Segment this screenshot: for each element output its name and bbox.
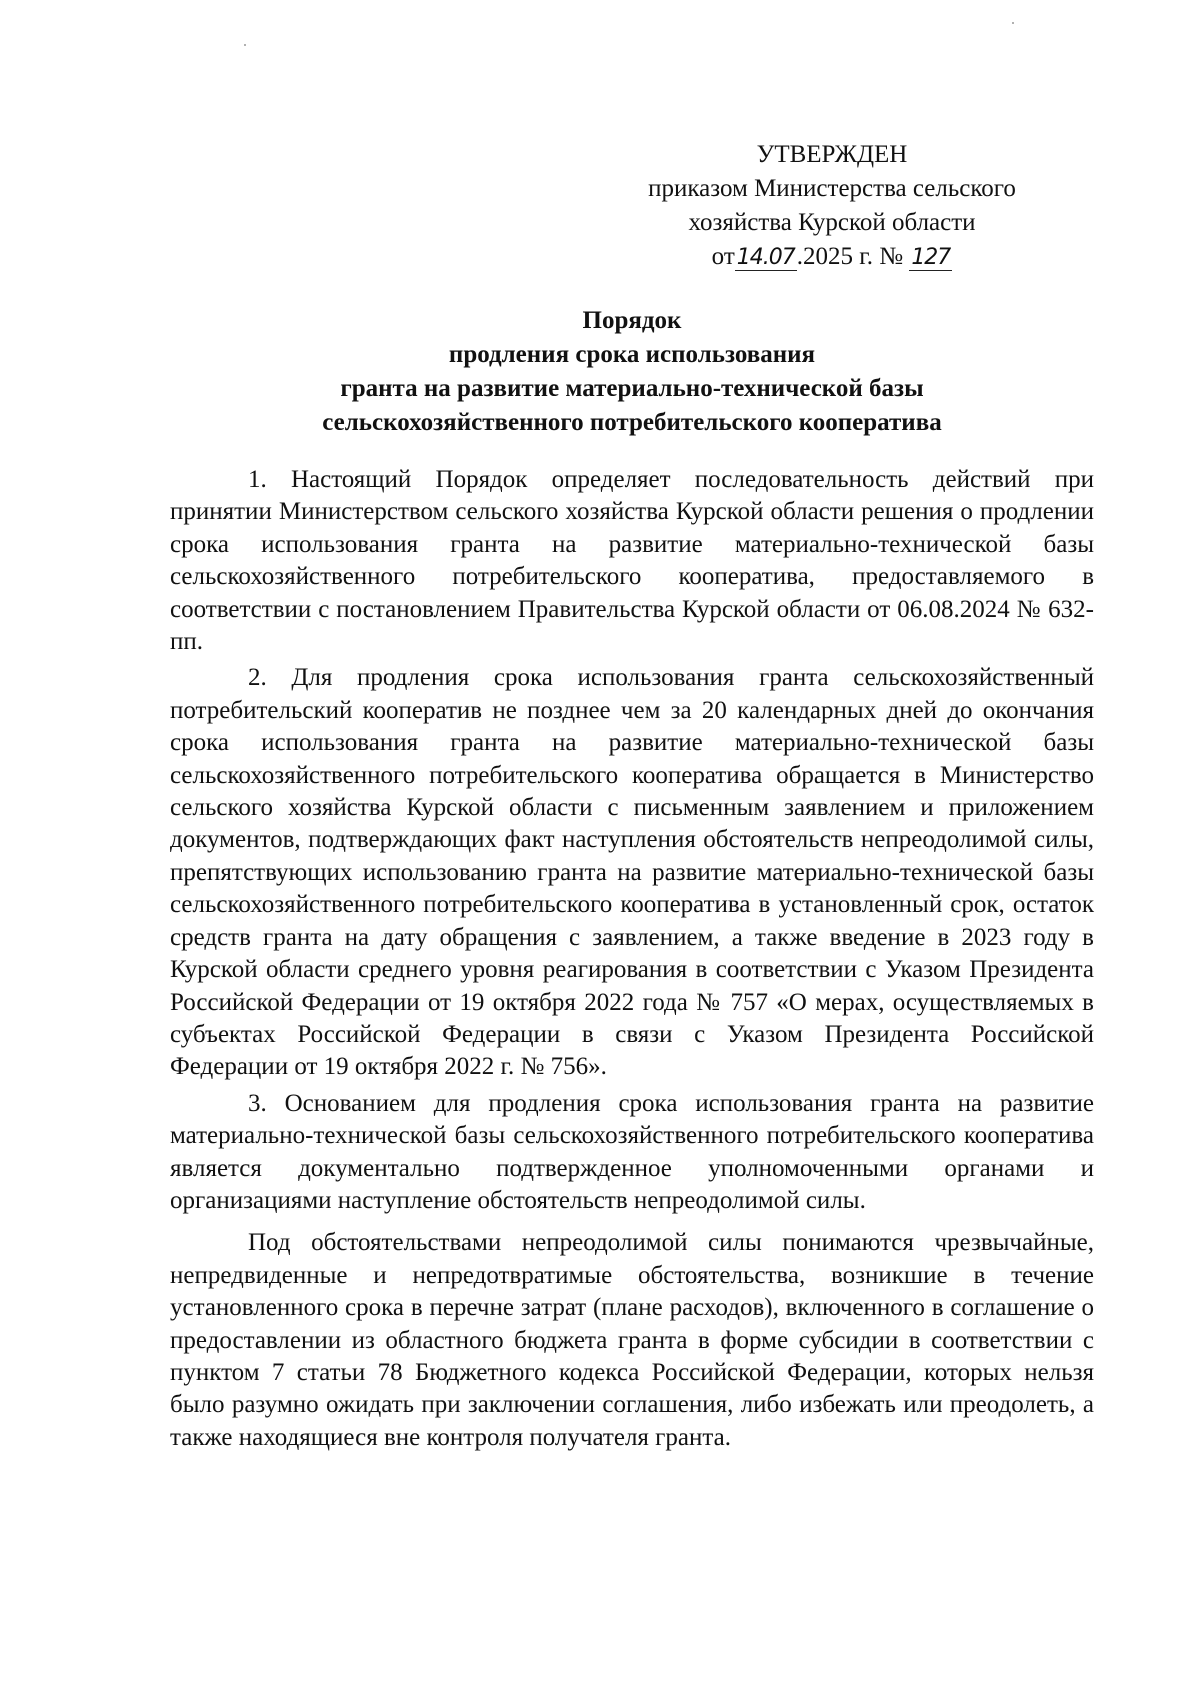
approval-date-line — [712, 240, 953, 274]
paragraph-3: 3. Основанием для продления срока использования гранта на развитие материально-технической базы сельскохозяйственного потребительского кооператива является документально подтвержденное уполномоченными органами и организациями наступление обстоятельств непреодолимой силы. — [170, 1089, 1094, 1214]
handwritten-order-number: 127 — [911, 245, 951, 270]
title-line-2: продления срока использования — [448, 341, 816, 368]
scan-speck — [244, 44, 246, 46]
date-prefix: от — [711, 243, 735, 270]
handwritten-date: 14.07 — [736, 245, 795, 270]
title-line-3: гранта на развитие материально-технической базы — [340, 375, 924, 402]
approval-title: УТВЕРЖДЕН — [756, 141, 908, 168]
title-line-1: Порядок — [582, 307, 682, 334]
document-title — [170, 304, 1094, 440]
paragraph-4: Под обстоятельствами непреодолимой силы понимаются чрезвычайные, непредвиденные и непредотвратимые обстоятельства, возникшие в течение установленного срока в перечне затрат (плане расходов), включенного в соглашение о предоставлении из областного бюджета гранта в форме субсидии в соответствии с пунктом 7 статьи 78 Бюджетного кодекса Российской Федерации, которых нельзя было разумно ожидать при заключении соглашения, либо избежать или преодолеть, а также находящиеся вне контроля получателя гранта. — [170, 1229, 1094, 1451]
title-line-4: сельскохозяйственного потребительского кооператива — [322, 409, 942, 436]
scan-speck — [1012, 22, 1014, 24]
paragraph-1: 1. Настоящий Порядок определяет последовательность действий при принятии Министерством сельского хозяйства Курской области решения о продлении срока использования гранта на развитие материально-технической базы сельскохозяйственного потребительского кооператива, предоставляемого в соответствии с постановлением Правительства Курской области от 06.08.2024 № 632-пп. — [170, 466, 1094, 656]
approval-line-2: хозяйства Курской области — [688, 209, 976, 236]
paragraph-2: 2. Для продления срока использования гранта сельскохозяйственный потребительский кооператив не позднее чем за 20 календарных дней до окончания срока использования гранта на развитие материально-технической базы сельскохозяйственного потребительского кооператива обращается в Министерство сельского хозяйства Курской области с письменным заявлением и приложением документов, подтверждающих факт наступления обстоятельств непреодолимой силы, препятствующих использованию гранта на развитие материально-технической базы сельскохозяйственного потребительского кооператива в установленный срок, остаток средств гранта на дату обращения с заявлением, а также введение в 2023 году в Курской области среднего уровня реагирования в соответствии с Указом Президента Российской Федерации от 19 октября 2022 года № 757 «О мерах, осуществляемых в субъектах Российской Федерации в связи с Указом Президента Российской Федерации от 19 октября 2022 г. № 756». — [170, 664, 1094, 1081]
approval-line-1: приказом Министерства сельского — [648, 175, 1016, 202]
document-body — [170, 464, 1094, 1458]
date-year: .2025 г. № — [796, 243, 904, 270]
approval-block — [612, 138, 1052, 274]
